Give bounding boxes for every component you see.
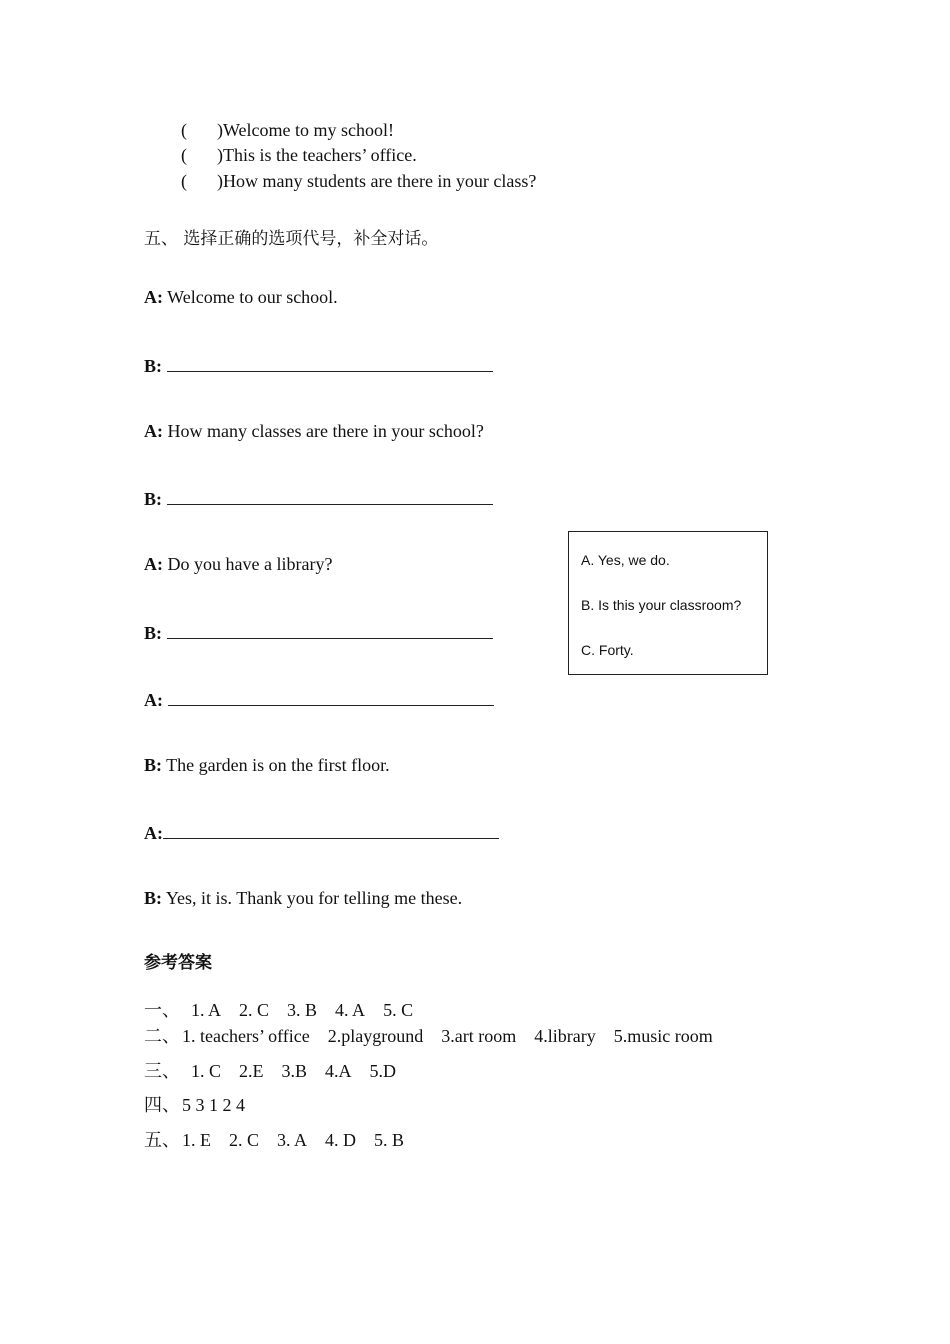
speaker-label: B: <box>144 755 162 775</box>
answer-blank[interactable] <box>167 355 493 372</box>
answer-item: 4.library <box>534 1026 596 1046</box>
answer-item: 5.music room <box>613 1026 713 1046</box>
answer-line <box>144 1027 731 1046</box>
answer-item: 1. A <box>191 1000 222 1020</box>
answer-blank[interactable] <box>168 689 494 706</box>
answer-item: 1. E <box>182 1130 211 1150</box>
dialogue-text: Yes, it is. Thank you for telling me these. <box>162 888 463 908</box>
answer-blank[interactable] <box>163 822 499 839</box>
dialogue-line <box>144 889 462 907</box>
dialogue-line <box>144 555 332 573</box>
answer-line <box>144 1001 431 1020</box>
answer-item: 3. A <box>277 1130 308 1150</box>
ordering-text: )This is the teachers’ office. <box>217 145 417 165</box>
answer-item: 4. A <box>335 1000 366 1020</box>
ordering-item <box>181 172 536 190</box>
speaker-label: B: <box>144 489 162 509</box>
answers-title: 参考答案 <box>144 953 212 973</box>
answer-item: 3.art room <box>441 1026 517 1046</box>
ordering-text: )How many students are there in your class? <box>217 171 537 191</box>
answer-item: 4. D <box>325 1130 357 1150</box>
dialogue-text: How many classes are there in your school? <box>163 421 484 441</box>
dialogue-line <box>144 622 493 642</box>
answer-label: 二、 <box>144 1026 180 1047</box>
dialogue-line <box>144 422 484 440</box>
answer-item: 5. C <box>383 1000 414 1020</box>
dialogue-line <box>144 689 494 709</box>
answer-line <box>144 1131 422 1150</box>
answer-label: 五、 <box>144 1130 180 1151</box>
section-five-heading: 五、 选择正确的选项代号，补全对话。 <box>144 229 439 249</box>
answer-item: 5.D <box>369 1061 397 1081</box>
dialogue-line <box>144 488 493 508</box>
speaker-label: B: <box>144 623 162 643</box>
speaker-label: B: <box>144 888 162 908</box>
dialogue-line <box>144 756 390 774</box>
answer-blank[interactable] <box>167 488 493 505</box>
answer-item: 5. B <box>374 1130 405 1150</box>
answer-item: 2.E <box>239 1061 264 1081</box>
speaker-label: A: <box>144 554 163 574</box>
answer-item: 1. C <box>191 1061 222 1081</box>
dialogue-text: The garden is on the first floor. <box>162 755 390 775</box>
answer-item: 2.playground <box>327 1026 424 1046</box>
answer-item: 3. B <box>287 1000 318 1020</box>
option-a: A. Yes, we do. <box>581 552 670 568</box>
answer-label: 三、 <box>144 1061 180 1082</box>
option-b: B. Is this your classroom? <box>581 597 742 613</box>
answer-item: 3.B <box>281 1061 308 1081</box>
answer-label: 四、 <box>144 1095 180 1116</box>
ordering-text: )Welcome to my school! <box>217 120 395 140</box>
speaker-label: A: <box>144 421 163 441</box>
answer-blank[interactable] <box>167 622 493 639</box>
answer-item: 4.A <box>325 1061 352 1081</box>
dialogue-line <box>144 355 493 375</box>
speaker-label: B: <box>144 356 162 376</box>
answer-item: 5 3 1 2 4 <box>182 1095 245 1115</box>
answer-item: 2. C <box>239 1000 270 1020</box>
dialogue-text: Welcome to our school. <box>163 287 338 307</box>
dialogue-line <box>144 822 499 842</box>
speaker-label: A: <box>144 823 163 843</box>
speaker-label: A: <box>144 287 163 307</box>
option-c: C. Forty. <box>581 642 634 658</box>
dialogue-line <box>144 288 338 306</box>
answer-bracket: ( <box>181 120 187 140</box>
answer-item: 2. C <box>229 1130 260 1150</box>
ordering-item <box>181 121 394 139</box>
answer-item: 1. teachers’ office <box>182 1026 310 1046</box>
answer-bracket: ( <box>181 145 187 165</box>
speaker-label: A: <box>144 690 163 710</box>
answer-bracket: ( <box>181 171 187 191</box>
answer-label: 一、 <box>144 1000 180 1021</box>
options-box <box>568 531 768 675</box>
dialogue-text: Do you have a library? <box>163 554 333 574</box>
answer-line <box>144 1062 414 1081</box>
ordering-item <box>181 146 417 164</box>
answer-line <box>144 1096 263 1115</box>
